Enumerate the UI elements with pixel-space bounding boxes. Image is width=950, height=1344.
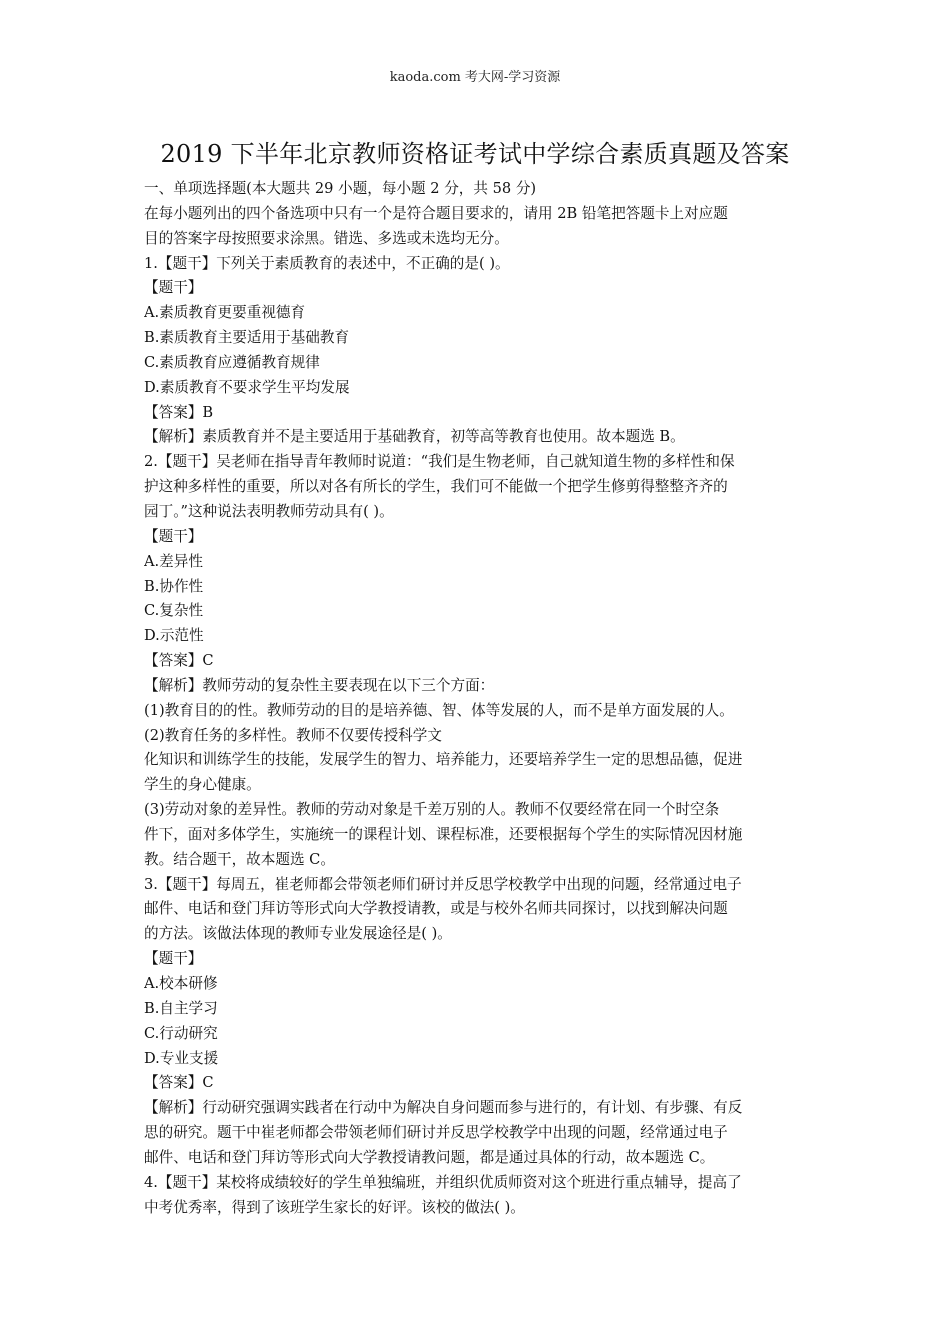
instruction-line: 目的答案字母按照要求涂黑。错选、多选或未选均无分。 xyxy=(144,229,509,247)
document-body xyxy=(144,177,812,1220)
analysis-line: 思的研究。题干中崔老师都会带领老师们研讨并反思学校教学中出现的问题，经常通过电子 xyxy=(144,1124,728,1142)
analysis-line: 【解析】教师劳动的复杂性主要表现在以下三个方面： xyxy=(144,676,495,694)
question-stem: 4.【题干】某校将成绩较好的学生单独编班，并组织优质师资对这个班进行重点辅导，提高了 xyxy=(144,1173,742,1191)
option-c: C.复杂性 xyxy=(144,602,204,620)
analysis-line: (3)劳动对象的差异性。教师的劳动对象是千差万别的人。教师不仅要经常在同一个时空条 xyxy=(144,801,720,819)
analysis-line: (2)教育任务的多样性。教师不仅要传授科学文 xyxy=(144,726,442,744)
page-header: kaoda.com 考大网-学习资源 xyxy=(389,70,561,85)
option-b: B.素质教育主要适用于基础教育 xyxy=(144,329,350,347)
question-stem: 2.【题干】吴老师在指导青年教师时说道：“我们是生物老师，自己就知道生物的多样性和保 xyxy=(144,453,735,471)
analysis-line: 化知识和训练学生的技能，发展学生的智力、培养能力，还要培养学生一定的思想品德，促进 xyxy=(144,751,743,769)
option-d: D.素质教育不要求学生平均发展 xyxy=(144,378,350,396)
answer-line: 【答案】C xyxy=(144,1074,214,1092)
answer-line: 【答案】C xyxy=(144,652,214,670)
option-d: D.示范性 xyxy=(144,627,204,645)
analysis-line: 教。结合题干，故本题选 C。 xyxy=(144,850,335,868)
question-stem: 护这种多样性的重要，所以对各有所长的学生，我们可不能做一个把学生修剪得整整齐齐的 xyxy=(144,478,728,496)
analysis-line: 【解析】行动研究强调实践者在行动中为解决自身问题而参与进行的，有计划、有步骤、有反 xyxy=(144,1099,743,1117)
section-heading: 一、单项选择题(本大题共 29 小题，每小题 2 分，共 58 分) xyxy=(144,180,537,197)
option-a: A.素质教育更要重视德育 xyxy=(144,304,306,322)
answer-line: 【答案】B xyxy=(144,403,214,421)
analysis-line: 邮件、电话和登门拜访等形式向大学教授请教问题，都是通过具体的行动，故本题选 C。 xyxy=(144,1148,715,1166)
question-stem: 邮件、电话和登门拜访等形式向大学教授请教，或是与校外名师共同探讨，以找到解决问题 xyxy=(144,900,728,918)
analysis-line: 件下，面对多体学生，实施统一的课程计划、课程标准，还要根据每个学生的实际情况因材施 xyxy=(144,825,743,843)
question-stem: 1.【题干】下列关于素质教育的表述中，不正确的是( )。 xyxy=(144,254,510,272)
option-c: C.素质教育应遵循教育规律 xyxy=(144,353,320,371)
question-stem: 园丁。”这种说法表明教师劳动具有( )。 xyxy=(144,502,394,520)
instruction-line: 在每小题列出的四个备选项中只有一个是符合题目要求的，请用 2B 铅笔把答题卡上对应题 xyxy=(144,204,728,222)
question-stem: 的方法。该做法体现的教师专业发展途径是( )。 xyxy=(144,925,452,943)
document-title: 2019 下半年北京教师资格证考试中学综合素质真题及答案 xyxy=(160,140,790,168)
analysis-line: 学生的身心健康。 xyxy=(144,776,261,794)
option-b: B.协作性 xyxy=(144,577,204,595)
question-stem-label: 【题干】 xyxy=(144,527,203,545)
analysis-line: 【解析】素质教育并不是主要适用于基础教育，初等高等教育也使用。故本题选 B。 xyxy=(144,428,685,446)
question-stem-label: 【题干】 xyxy=(144,950,203,968)
option-d: D.专业支援 xyxy=(144,1049,219,1067)
question-stem-label: 【题干】 xyxy=(144,279,203,297)
analysis-line: (1)教育目的的性。教师劳动的目的是培养德、智、体等发展的人，而不是单方面发展的人。 xyxy=(144,701,734,719)
question-stem: 3.【题干】每周五，崔老师都会带领老师们研讨并反思学校教学中出现的问题，经常通过电子 xyxy=(144,875,742,893)
option-a: A.差异性 xyxy=(144,552,203,570)
option-c: C.行动研究 xyxy=(144,1024,218,1042)
option-a: A.校本研修 xyxy=(144,975,218,992)
option-b: B.自主学习 xyxy=(144,999,218,1017)
question-stem: 中考优秀率，得到了该班学生家长的好评。该校的做法( )。 xyxy=(144,1198,525,1216)
